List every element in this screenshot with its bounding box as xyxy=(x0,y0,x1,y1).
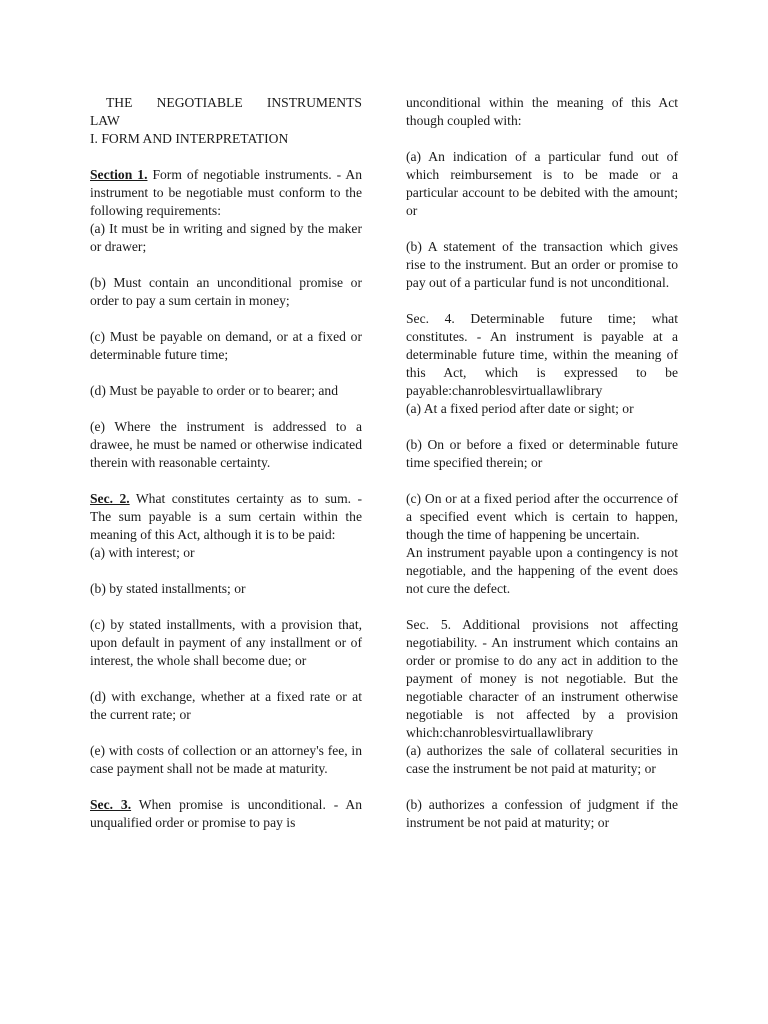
document-heading xyxy=(90,94,362,148)
section4-paragraph: Sec. 4. Determinable future time; what constitutes. - An instrument is payable at a determinable future time, within the meaning of this Act, which is expressed to be payable:chanroblesvirtuallawlibrary xyxy=(406,311,678,398)
section4-item-b: (b) On or before a fixed or determinable future time specified therein; or xyxy=(406,437,678,470)
section2-text: What constitutes certainty as to sum. - The sum payable is a sum certain within the meaning of this Act, although it is to be paid: xyxy=(90,491,362,542)
section3-text: When promise is unconditional. - An unqualified order or promise to pay is xyxy=(90,797,362,830)
section1-text: Form of negotiable instruments. - An instrument to be negotiable must conform to the following requirements: xyxy=(90,167,362,218)
left-column xyxy=(90,94,362,850)
section3-paragraph xyxy=(90,796,362,832)
section2-item-d: (d) with exchange, whether at a fixed rate or at the current rate; or xyxy=(90,689,362,722)
section1-label: Section 1. xyxy=(90,167,148,182)
section4-item-a: (a) At a fixed period after date or sight; or xyxy=(406,401,634,416)
section2-item-e: (e) with costs of collection or an attorney's fee, in case payment shall not be made at maturity. xyxy=(90,743,362,776)
section5-item-a: (a) authorizes the sale of collateral securities in case the instrument be not paid at maturity; or xyxy=(406,743,678,776)
section2-item-c: (c) by stated installments, with a provision that, upon default in payment of any installment or of interest, the whole shall become due; or xyxy=(90,617,362,668)
section3-item-b: (b) A statement of the transaction which gives rise to the instrument. But an order or promise to pay out of a particular fund is not unconditional. xyxy=(406,239,678,290)
section1-paragraph xyxy=(90,166,362,220)
section3-continuation: unconditional within the meaning of this Act though coupled with: xyxy=(406,95,678,128)
section1-item-d: (d) Must be payable to order or to bearer; and xyxy=(90,383,338,398)
document-subtitle: I. FORM AND INTERPRETATION xyxy=(90,131,289,146)
right-column xyxy=(406,94,678,850)
section2-label: Sec. 2. xyxy=(90,491,130,506)
section5-item-b: (b) authorizes a confession of judgment if the instrument be not paid at maturity; or xyxy=(406,797,678,830)
section3-label: Sec. 3. xyxy=(90,797,132,812)
section5-paragraph: Sec. 5. Additional provisions not affecting negotiability. - An instrument which contains an order or promise to do any act in addition to the payment of money is not negotiable. But the negotiable character of an instrument otherwise negotiable is not affected by a provision which:chanroblesvirtuallawlibrary xyxy=(406,617,678,740)
section1-item-b: (b) Must contain an unconditional promise or order to pay a sum certain in money; xyxy=(90,275,362,308)
document-title-line1: THE NEGOTIABLE INSTRUMENTS xyxy=(106,95,362,110)
section2-item-a: (a) with interest; or xyxy=(90,545,195,560)
section4-item-c: (c) On or at a fixed period after the occurrence of a specified event which is certain to happen, though the time of happening be uncertain. xyxy=(406,491,678,542)
section3-item-a: (a) An indication of a particular fund out of which reimbursement is to be made or a particular account to be debited with the amount; or xyxy=(406,149,678,218)
section1-item-c: (c) Must be payable on demand, or at a fixed or determinable future time; xyxy=(90,329,362,362)
document-title-line2: LAW xyxy=(90,113,120,128)
section4-contingency: An instrument payable upon a contingency is not negotiable, and the happening of the event does not cure the defect. xyxy=(406,545,678,596)
section1-item-e: (e) Where the instrument is addressed to a drawee, he must be named or otherwise indicated therein with reasonable certainty. xyxy=(90,419,362,470)
section2-paragraph xyxy=(90,490,362,544)
section2-item-b: (b) by stated installments; or xyxy=(90,581,246,596)
section1-item-a: (a) It must be in writing and signed by the maker or drawer; xyxy=(90,221,362,254)
